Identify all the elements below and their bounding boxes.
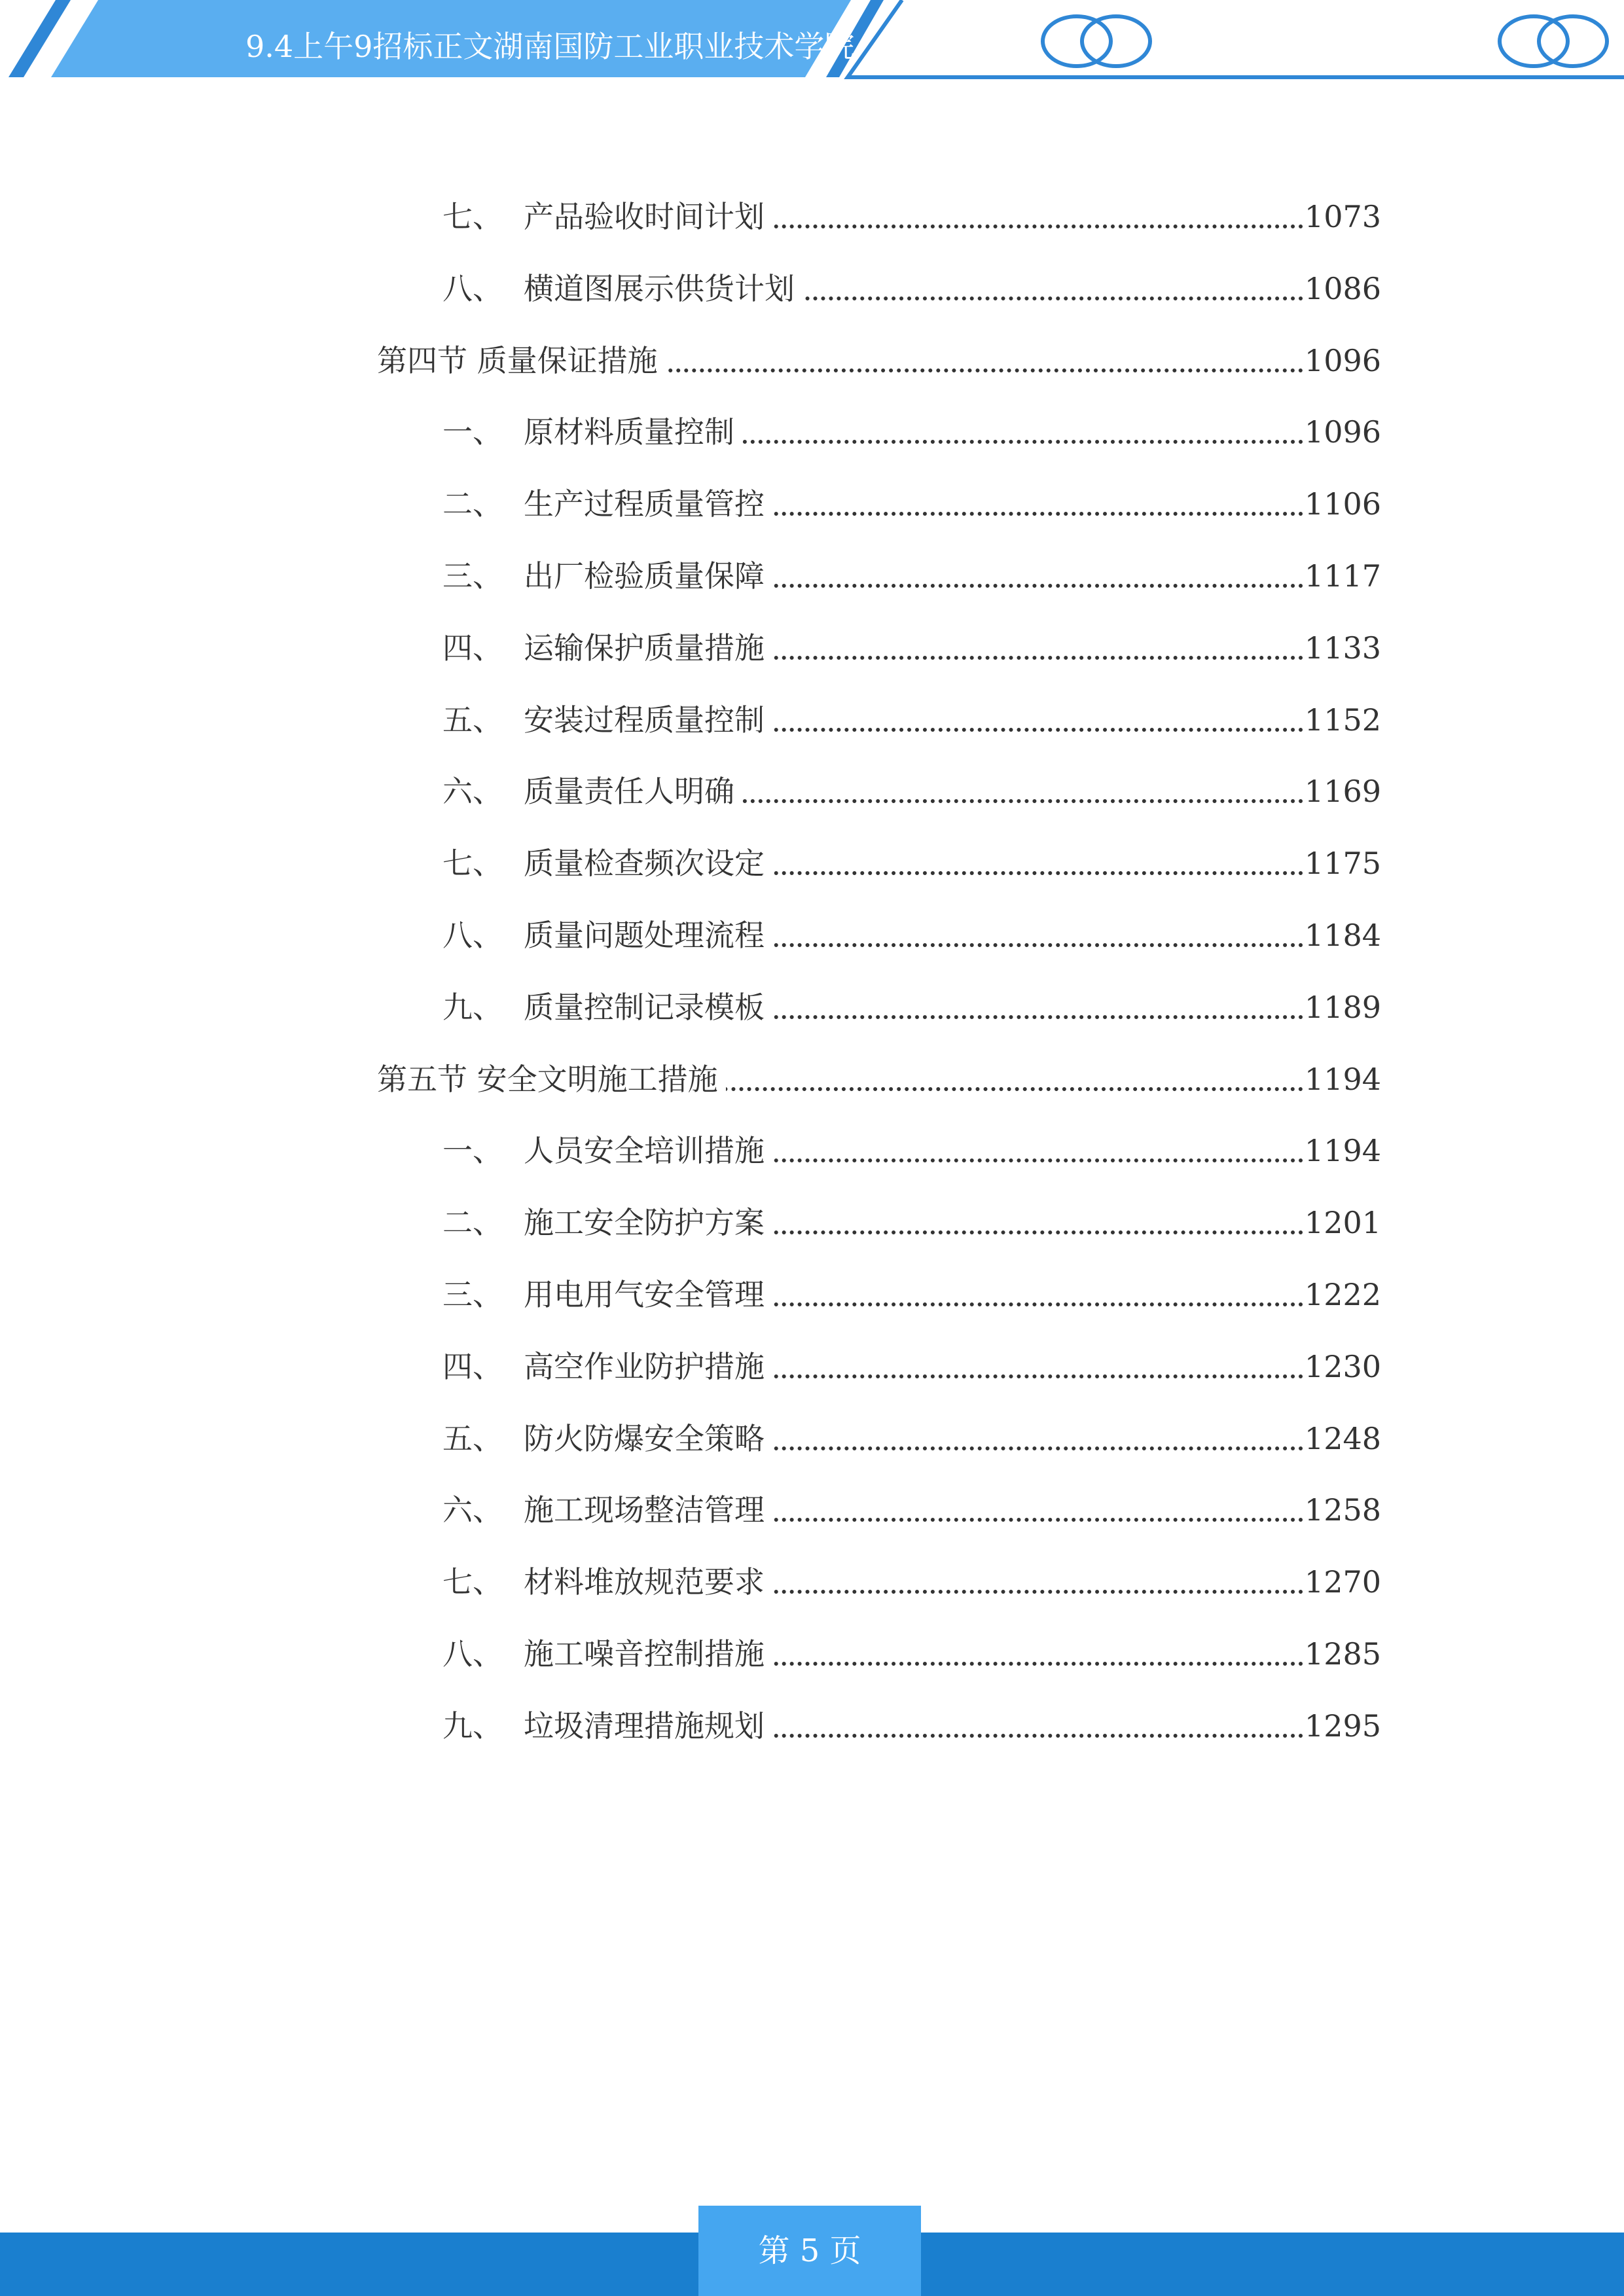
toc-entry[interactable]: [0, 1631, 1624, 1677]
toc-entry-page: 1222: [1303, 1272, 1381, 1318]
toc-entry-number: 三、: [442, 1277, 503, 1312]
toc-entry[interactable]: [0, 338, 1624, 384]
toc-entry-page: 1258: [1303, 1487, 1381, 1533]
toc-entry[interactable]: [0, 266, 1624, 312]
toc-entry-title: 第五节 安全文明施工措施: [377, 1056, 726, 1102]
toc-entry-number: 五、: [442, 702, 503, 738]
toc-entry-number: 六、: [442, 1492, 503, 1528]
toc-entry[interactable]: [0, 768, 1624, 814]
toc-entry-page: 1270: [1303, 1559, 1381, 1605]
toc-entry-title: 产品验收时间计划: [524, 194, 772, 240]
toc-entry[interactable]: [0, 1703, 1624, 1749]
toc-entry-page: 1169: [1303, 768, 1381, 814]
toc-entry[interactable]: [0, 984, 1624, 1030]
toc-entry-number: 七、: [442, 846, 503, 881]
toc-entry-page: 1248: [1303, 1416, 1381, 1462]
toc-entry-number: 八、: [442, 918, 503, 953]
toc-entry-number: 四、: [442, 630, 503, 666]
toc-entry-title: 生产过程质量管控: [524, 481, 772, 527]
toc-entry-page: 1201: [1303, 1200, 1381, 1246]
toc-entry[interactable]: [0, 1344, 1624, 1390]
toc-entry-title: 施工噪音控制措施: [524, 1631, 772, 1677]
toc-entry-title: 人员安全培训措施: [524, 1128, 772, 1174]
toc-entry-page: 1117: [1303, 553, 1381, 599]
toc-entry-number: 九、: [442, 990, 503, 1025]
toc-entry-page: 1106: [1303, 481, 1381, 527]
toc-entry-page: 1295: [1303, 1703, 1381, 1749]
toc-entry[interactable]: [0, 1559, 1624, 1605]
toc-entry-title: 横道图展示供货计划: [524, 266, 803, 312]
toc-entry-title: 用电用气安全管理: [524, 1272, 772, 1318]
toc-entry[interactable]: [0, 1487, 1624, 1533]
toc-entry-title: 运输保护质量措施: [524, 625, 772, 671]
toc-entry-number: 九、: [442, 1708, 503, 1744]
toc-entry[interactable]: [0, 1128, 1624, 1174]
footer-page-box: [698, 2206, 921, 2296]
toc-entry-page: 1133: [1303, 625, 1381, 671]
toc-entry-title: 高空作业防护措施: [524, 1344, 772, 1390]
toc-entry-page: 1285: [1303, 1631, 1381, 1677]
toc-entry-page: 1096: [1303, 338, 1381, 384]
page-header: [0, 0, 1624, 82]
toc-entry-page: 1194: [1303, 1056, 1381, 1102]
toc-entry[interactable]: [0, 912, 1624, 958]
toc-entry[interactable]: [0, 1272, 1624, 1318]
toc-entry[interactable]: [0, 1416, 1624, 1462]
toc-entry-page: 1175: [1303, 840, 1381, 886]
toc-entry-title: 质量控制记录模板: [524, 984, 772, 1030]
toc-entry-page: 1194: [1303, 1128, 1381, 1174]
toc-entry[interactable]: [0, 481, 1624, 527]
toc-entry[interactable]: [0, 553, 1624, 599]
toc-entry-title: 施工现场整洁管理: [524, 1487, 772, 1533]
toc-entry-page: 1152: [1303, 697, 1381, 743]
toc-entry-page: 1073: [1303, 194, 1381, 240]
toc-entry-title: 出厂检验质量保障: [524, 553, 772, 599]
toc-entry-title: 施工安全防护方案: [524, 1200, 772, 1246]
toc-entry-number: 七、: [442, 1564, 503, 1600]
toc-entry[interactable]: [0, 1056, 1624, 1102]
toc-entry-number: 二、: [442, 1205, 503, 1240]
toc-entry-number: 五、: [442, 1421, 503, 1456]
toc-entry-title: 质量问题处理流程: [524, 912, 772, 958]
document-title: 9.4上午9招标正文湖南国防工业职业技术学院: [245, 29, 855, 64]
toc-entry[interactable]: [0, 697, 1624, 743]
toc-entry-number: 八、: [442, 271, 503, 306]
toc-entry-number: 三、: [442, 558, 503, 594]
toc-entry-number: 七、: [442, 199, 503, 234]
toc-entry-title: 防火防爆安全策略: [524, 1416, 772, 1462]
toc-entry-title: 第四节 质量保证措施: [377, 338, 666, 384]
toc-entry-number: 八、: [442, 1636, 503, 1672]
toc-entry[interactable]: [0, 194, 1624, 240]
toc-entry-title: 材料堆放规范要求: [524, 1559, 772, 1605]
toc-entry-title: 质量责任人明确: [524, 768, 742, 814]
toc-entry-page: 1086: [1303, 266, 1381, 312]
toc-entry[interactable]: [0, 625, 1624, 671]
toc-entry-number: 一、: [442, 414, 503, 450]
rings-icon: [1043, 16, 1150, 66]
toc-entry[interactable]: [0, 840, 1624, 886]
toc-entry-number: 四、: [442, 1349, 503, 1384]
toc-entry-title: 垃圾清理措施规划: [524, 1703, 772, 1749]
toc-entry-number: 六、: [442, 774, 503, 809]
toc-entry-title: 质量检查频次设定: [524, 840, 772, 886]
page-number: 第 5 页: [758, 2233, 861, 2269]
toc-entry[interactable]: [0, 409, 1624, 455]
toc-entry-page: 1230: [1303, 1344, 1381, 1390]
toc-entry-page: 1184: [1303, 912, 1381, 958]
toc-entry-page: 1189: [1303, 984, 1381, 1030]
toc-entry-title: 安装过程质量控制: [524, 697, 772, 743]
toc-entry-title: 原材料质量控制: [524, 409, 742, 455]
toc-entry[interactable]: [0, 1200, 1624, 1246]
toc-entry-page: 1096: [1303, 409, 1381, 455]
toc-entry-number: 一、: [442, 1133, 503, 1168]
rings-icon: [1500, 16, 1607, 66]
toc-entry-number: 二、: [442, 486, 503, 522]
